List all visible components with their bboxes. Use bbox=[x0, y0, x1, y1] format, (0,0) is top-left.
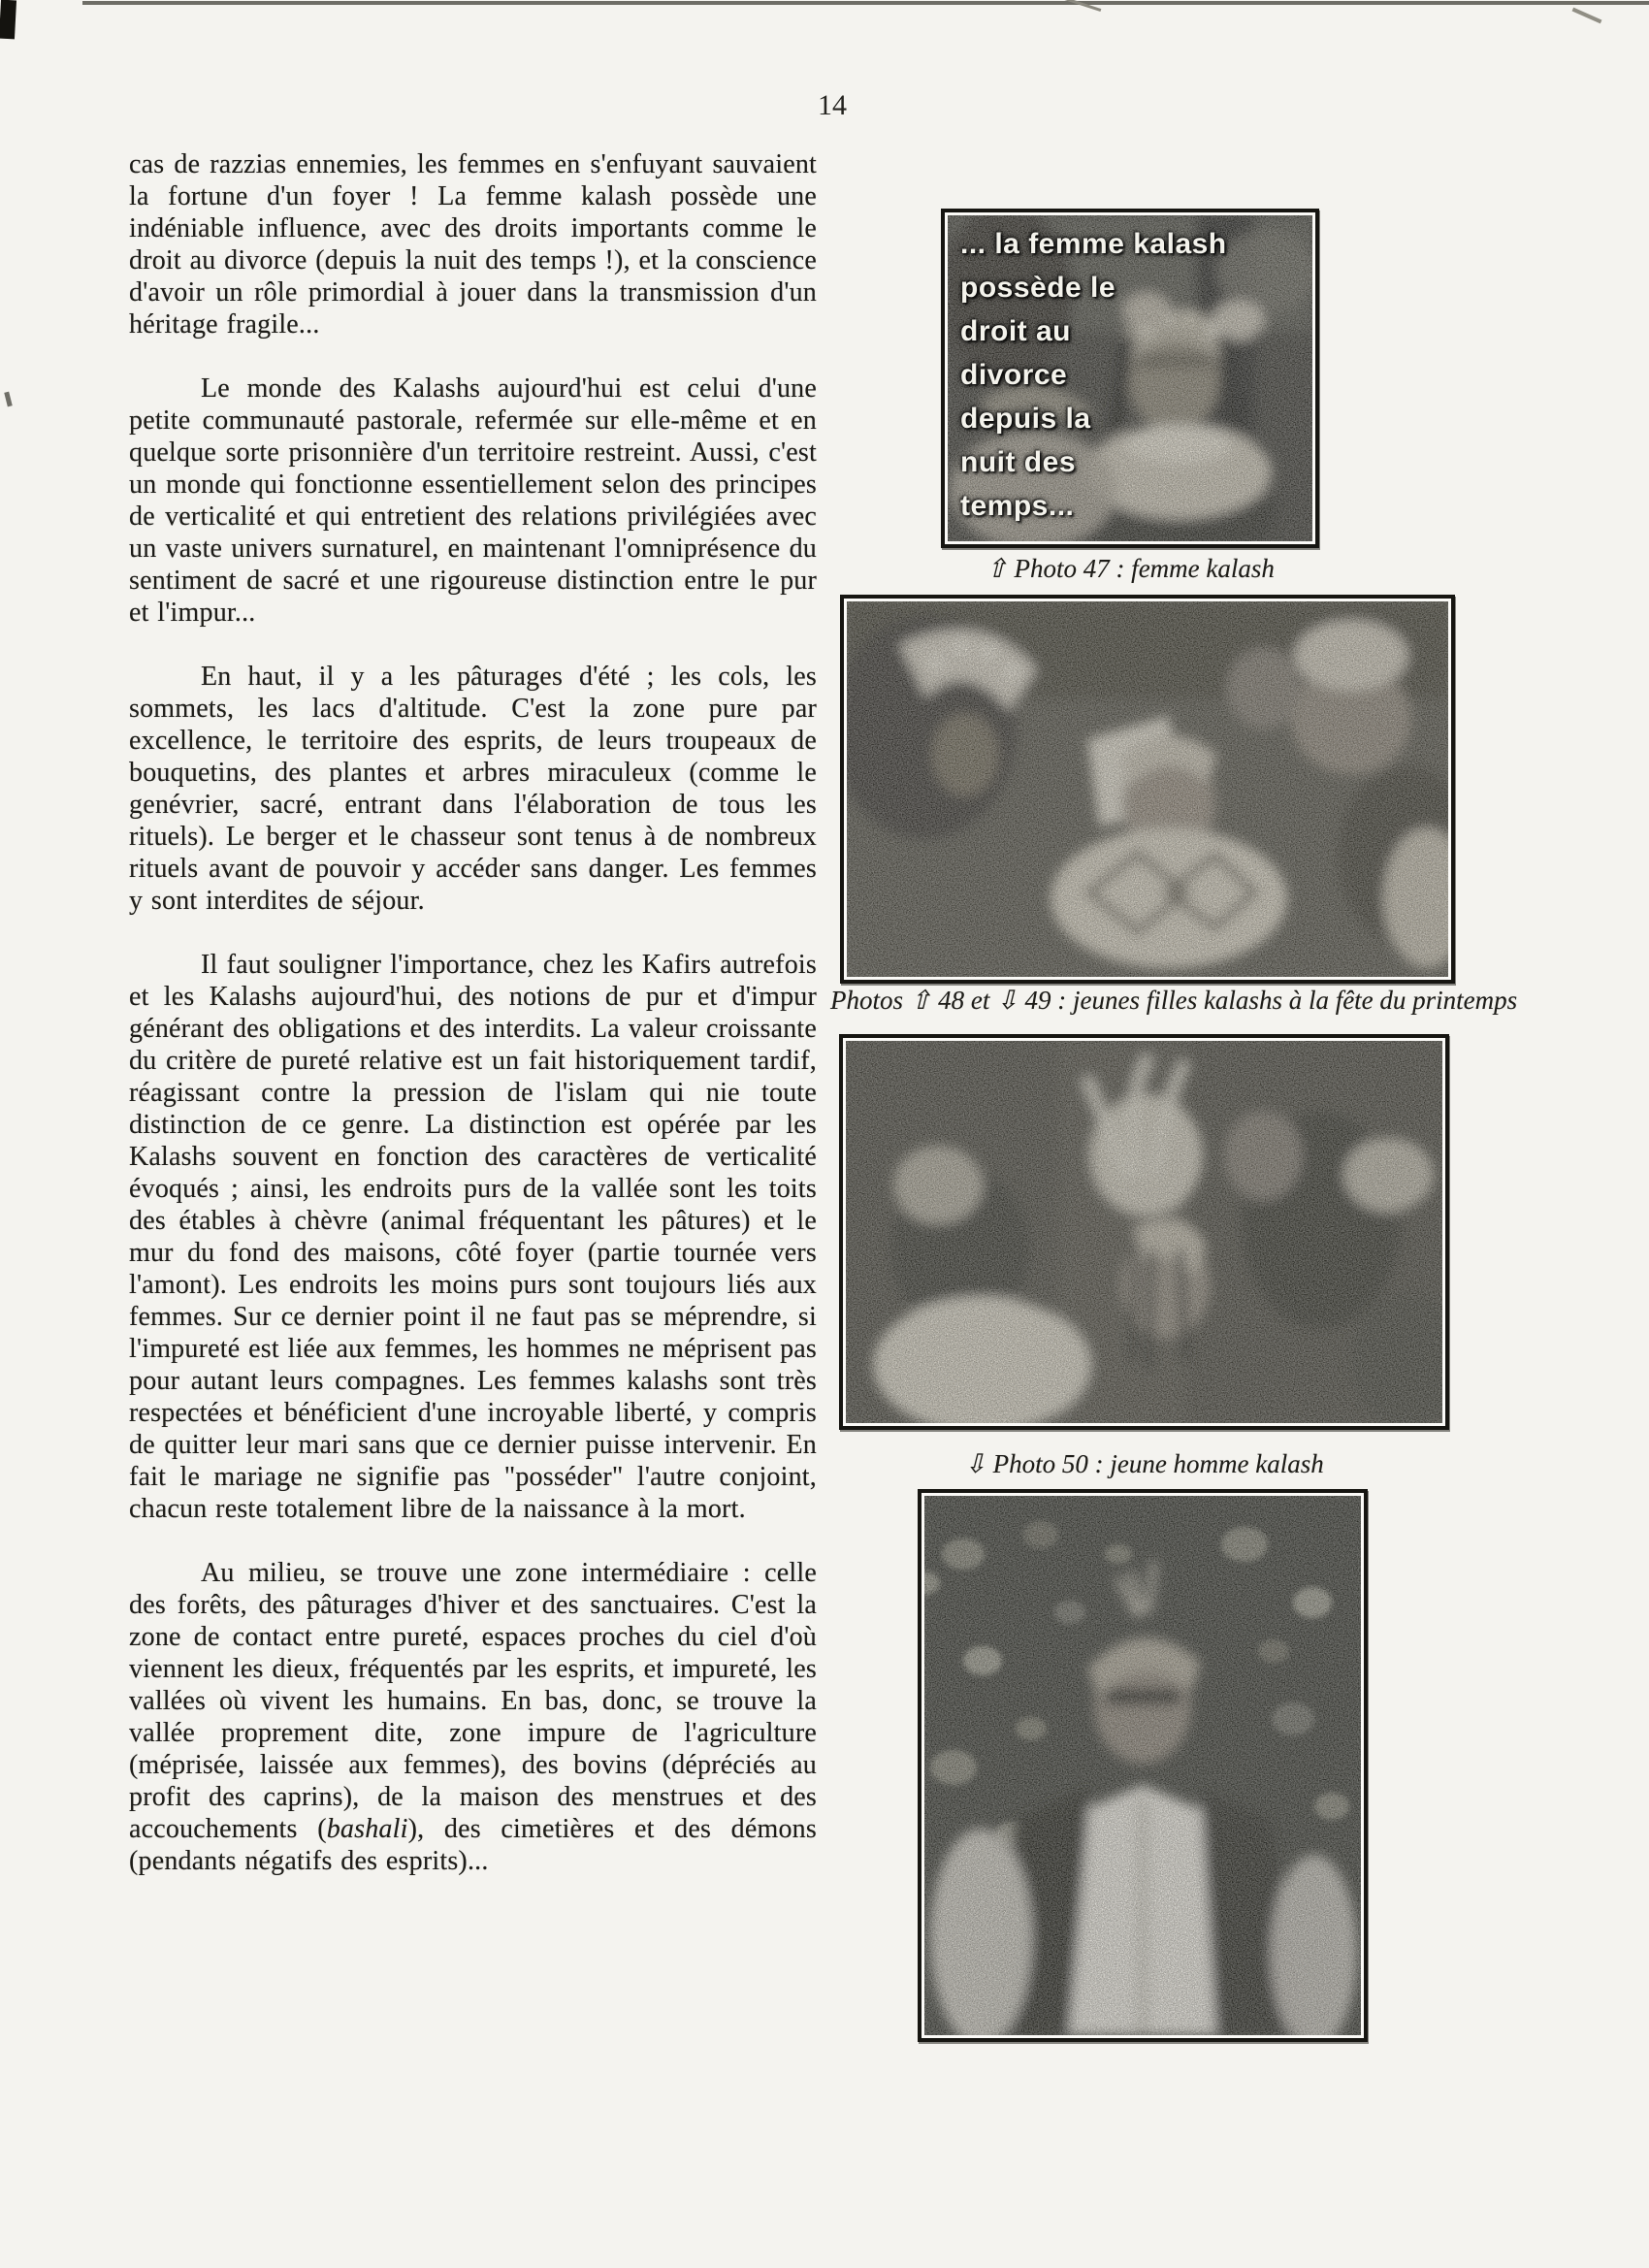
photo-50-caption: ⇩ Photo 50 : jeune homme kalash bbox=[964, 1449, 1324, 1478]
photo-49-frame bbox=[839, 1034, 1449, 1430]
photo-50-image bbox=[924, 1496, 1361, 2035]
photo-49-image bbox=[846, 1041, 1442, 1423]
photo-50-frame bbox=[918, 1489, 1368, 2042]
paragraph-5-text: Au milieu, se trouve une zone intermédiaire : celle des forêts, des pâturages d'hiver et des sanctuaires. C'est la zone de contact entre pureté, espaces proches du ciel d'où viennent les dieux, fréquentés par les esprits, et impureté, les vallées où vivent les humains. En bas, donc, se trouve la vallée proprement dite, zone impure de l'agriculture (méprisée, laissée aux femmes), des bovins (dépréciés au profit des caprins), de la maison des menstrues et des accouchements ( bbox=[129, 1558, 817, 1844]
paragraph-5-text: ), des cimetières et des démons (pendants négatifs des esprits)... bbox=[129, 1814, 817, 1876]
scan-streak bbox=[1572, 8, 1602, 24]
photo-47-overlay-text: ... la femme kalash possède le droit au divorce depuis la nuit des temps... bbox=[960, 228, 1227, 522]
italic-term-bashali: bashali bbox=[326, 1814, 408, 1844]
photo-47-frame bbox=[941, 209, 1319, 548]
photos-48-49-caption: Photos ⇧ 48 et ⇩ 49 : jeunes filles kalashs à la fête du printemps bbox=[830, 986, 1518, 1015]
body-paragraph-4: Il faut souligner l'importance, chez les Kafirs autrefois et les Kalashs aujourd'hui, des notions de pur et d'impur générant des obligations et des interdits. La valeur croissante du critère de pureté relative est un fait historiquement tardif, réagissant contre la pression de l'islam qui nie toute distinction de ce genre. La distinction est opérée par les Kalashs souvent en fonction des caractères de verticalité évoqués ; ainsi, les endroits purs de la vallée sont les toits des étables à chèvre (animal fréquentant les pâtures) et le mur du fond des maisons, côté foyer (partie tournée vers l'amont). Les endroits les moins purs sont toujours liés aux femmes. Sur ce dernier point il ne faut pas se méprendre, si l'impureté est liée aux femmes, les hommes ne méprisent pas pour autant leurs compagnes. Les femmes kalashs sont très respectées et bénéficient d'une incroyable liberté, y compris de quitter leur mari sans que ce dernier puisse intervenir. En fait le mariage ne signifie pas "posséder" l'autre conjoint, chacun reste totalement libre de la naissance à la mort. bbox=[129, 950, 817, 1524]
scan-edge-top bbox=[82, 1, 1649, 5]
body-paragraph-2: Le monde des Kalashs aujourd'hui est celui d'une petite communauté pastorale, refermée sur elle-même et en quelque sorte prisonnière d'un territoire restreint. Aussi, c'est un monde qui fonctionne essentiellement selon des principes de verticalité et qui entretient des relations privilégiées avec un vaste univers surnaturel, en maintenant l'omniprésence du sentiment de sacré et une rigoureuse distinction entre le pur et l'impur... bbox=[129, 373, 817, 628]
photo-47-caption: ⇧ Photo 47 : femme kalash bbox=[986, 554, 1275, 583]
scan-margin-mark bbox=[4, 392, 12, 407]
body-paragraph-5 bbox=[129, 1557, 817, 1877]
body-paragraph-1: cas de razzias ennemies, les femmes en s'enfuyant sauvaient la fortune d'un foyer ! La femme kalash possède une indéniable influence, avec des droits importants comme le droit au divorce (depuis la nuit des temps !), et la conscience d'avoir un rôle primordial à jouer dans la transmission d'un héritage fragile... bbox=[129, 149, 817, 340]
article-text-column bbox=[129, 148, 817, 1909]
photo-48-frame bbox=[840, 595, 1455, 984]
photo-48-image bbox=[847, 601, 1448, 977]
page-number: 14 bbox=[818, 89, 847, 121]
scan-corner-mark bbox=[0, 0, 16, 39]
body-paragraph-3: En haut, il y a les pâturages d'été ; les cols, les sommets, les lacs d'altitude. C'est la zone pure par excellence, le territoire des esprits, de leurs troupeaux de bouquetins, des plantes et arbres miraculeux (comme le genévrier, sacré, entrant dans l'élaboration de tous les rituels). Le berger et le chasseur sont tenus à de nombreux rituels avant de pouvoir y accéder sans danger. Les femmes y sont interdites de séjour. bbox=[129, 662, 817, 916]
